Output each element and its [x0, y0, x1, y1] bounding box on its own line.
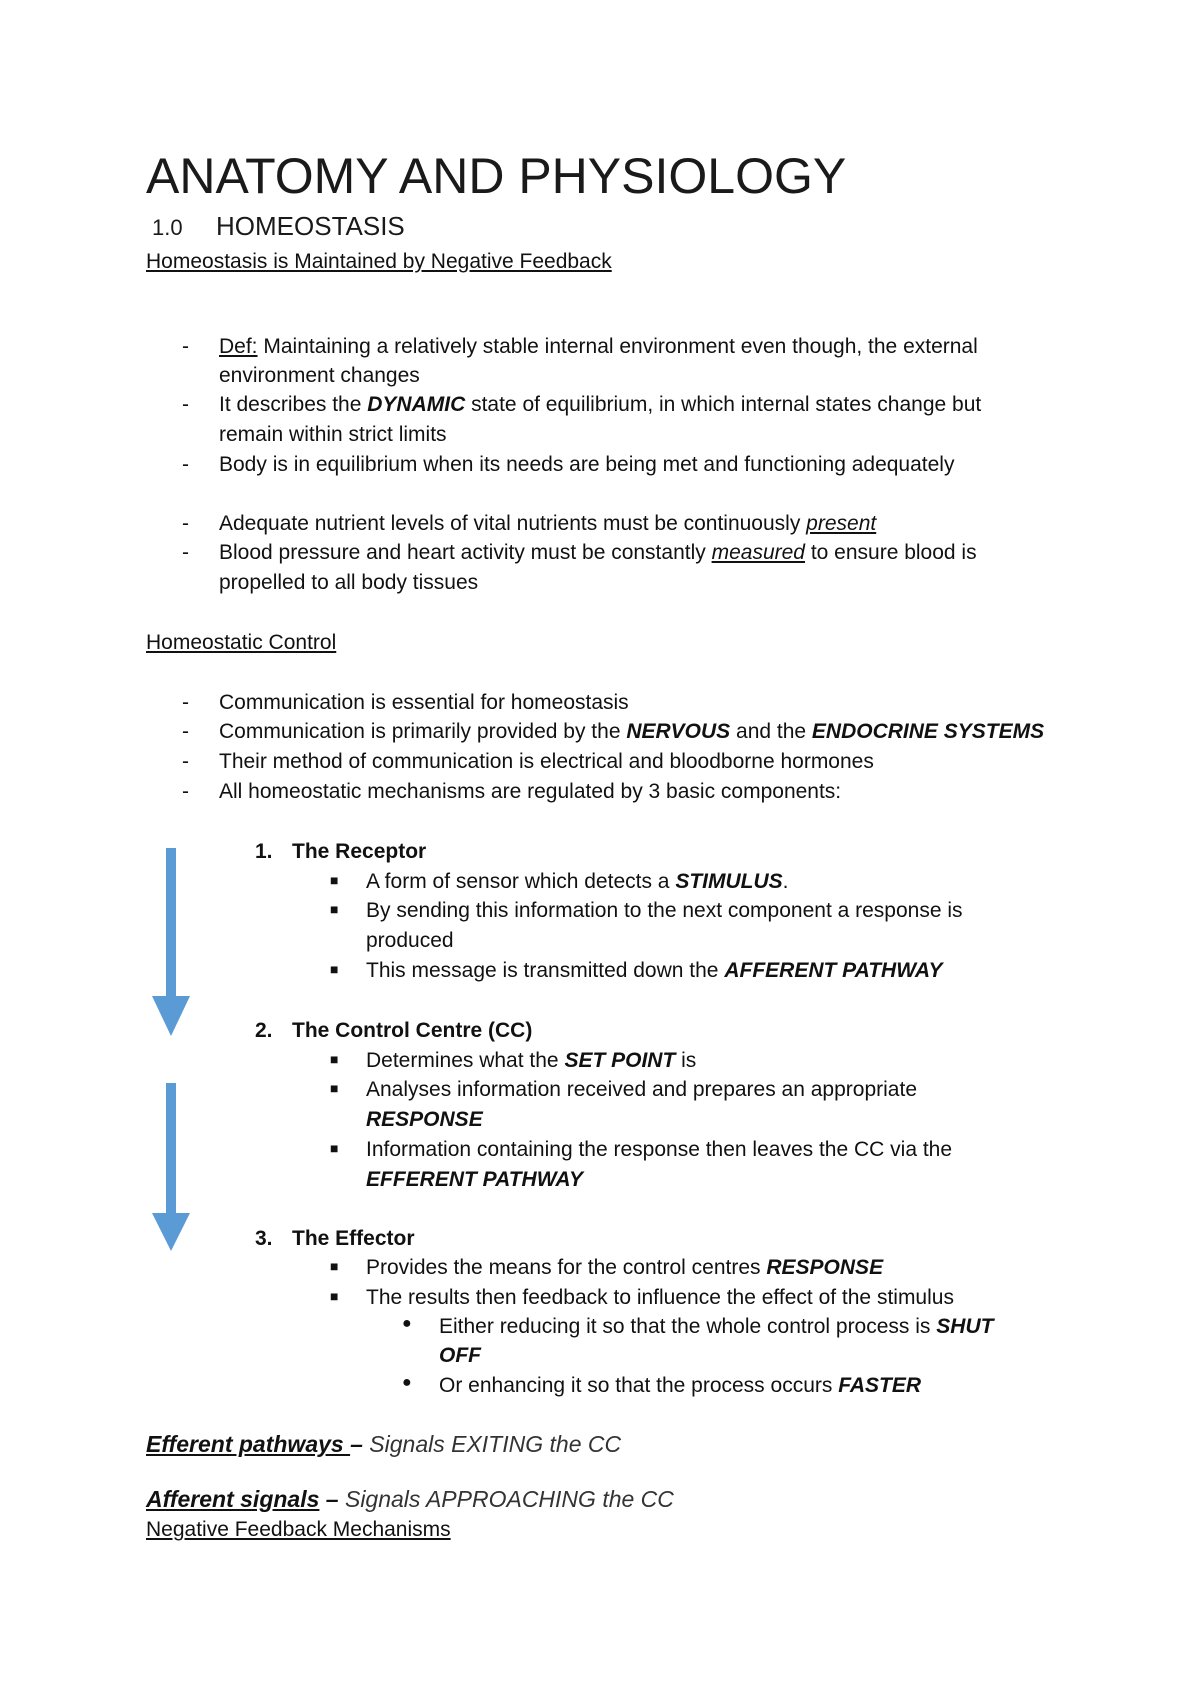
heading-negative-feedback: Homeostasis is Maintained by Negative Feedback	[146, 250, 612, 273]
definition-afferent	[146, 1486, 674, 1513]
list-item-nutrients	[219, 512, 876, 536]
sub-item	[366, 1049, 696, 1073]
sub-item: The results then feedback to influence the effect of the stimulus	[366, 1286, 954, 1309]
text: It describes the	[219, 393, 368, 416]
sub-item-continuation: produced	[366, 929, 454, 952]
list-dash: -	[182, 453, 189, 476]
list-dash: -	[182, 691, 189, 714]
emphasis: measured	[711, 541, 805, 564]
round-bullet: ●	[402, 1315, 412, 1332]
component-title-effector: The Effector	[292, 1227, 415, 1250]
list-item-continuation: propelled to all body tissues	[219, 571, 479, 594]
list-item-method: Their method of communication is electrical and bloodborne hormones	[219, 750, 874, 773]
square-bullet: ■	[330, 1080, 339, 1096]
emphasis: AFFERENT PATHWAY	[724, 959, 943, 982]
component-title-control-centre: The Control Centre (CC)	[292, 1019, 533, 1042]
list-dash: -	[182, 512, 189, 535]
component-number: 3.	[255, 1227, 273, 1250]
term: Efferent pathways	[146, 1431, 351, 1457]
list-dash: -	[182, 541, 189, 564]
sub-item: By sending this information to the next component a response is	[366, 899, 963, 922]
list-item-systems	[219, 720, 1044, 744]
sub-sub-item-continuation: OFF	[439, 1344, 481, 1367]
sub-item	[366, 959, 942, 983]
emphasis: present	[806, 512, 877, 535]
arrow-head	[152, 996, 190, 1036]
square-bullet: ■	[330, 1051, 339, 1067]
list-dash: -	[182, 780, 189, 803]
section-heading	[152, 210, 405, 244]
square-bullet: ■	[330, 1258, 339, 1274]
heading-homeostatic-control: Homeostatic Control	[146, 631, 337, 654]
text: This message is transmitted down the	[366, 959, 725, 982]
text: Adequate nutrient levels of vital nutrients must be continuously	[219, 512, 807, 535]
list-item-dynamic	[219, 393, 981, 417]
list-item-components: All homeostatic mechanisms are regulated by 3 basic components:	[219, 780, 842, 803]
definition-label: Def:	[219, 335, 258, 358]
document-title: ANATOMY AND PHYSIOLOGY	[146, 148, 847, 204]
square-bullet: ■	[330, 901, 339, 917]
down-arrow-icon	[150, 848, 194, 1038]
separator: –	[319, 1486, 339, 1512]
sub-item	[366, 1256, 883, 1280]
emphasis: SHUT	[936, 1315, 994, 1338]
text: and the	[730, 720, 812, 743]
list-item-continuation: remain within strict limits	[219, 423, 447, 446]
sub-item	[366, 870, 788, 894]
section-number: 1.0	[152, 215, 183, 240]
square-bullet: ■	[330, 961, 339, 977]
description: Signals EXITING the CC	[362, 1431, 622, 1457]
emphasis: SET POINT	[564, 1049, 676, 1072]
sub-sub-item	[439, 1374, 921, 1398]
definition-efferent	[146, 1431, 621, 1458]
list-item-definition	[219, 335, 978, 359]
square-bullet: ■	[330, 1140, 339, 1156]
sub-item: Information containing the response then leaves the CC via the	[366, 1138, 953, 1161]
arrow-head	[152, 1213, 190, 1251]
square-bullet: ■	[330, 1288, 339, 1304]
list-item-continuation: environment changes	[219, 364, 420, 387]
list-dash: -	[182, 335, 189, 358]
round-bullet: ●	[402, 1374, 412, 1391]
separator: –	[350, 1431, 363, 1457]
text: Blood pressure and heart activity must be constantly	[219, 541, 712, 564]
text: Determines what the	[366, 1049, 565, 1072]
emphasis: RESPONSE	[766, 1256, 884, 1279]
text: state of equilibrium, in which internal states change but	[465, 393, 982, 416]
definition-text: Maintaining a relatively stable internal environment even though, the external	[257, 335, 978, 358]
text: Or enhancing it so that the process occurs	[439, 1374, 839, 1397]
term: Afferent signals	[146, 1486, 320, 1512]
component-title-receptor: The Receptor	[292, 840, 427, 863]
emphasis: NERVOUS	[626, 720, 731, 743]
sub-item-continuation: EFFERENT PATHWAY	[366, 1168, 583, 1191]
arrow-shaft	[166, 848, 176, 998]
component-number: 2.	[255, 1019, 273, 1042]
square-bullet: ■	[330, 872, 339, 888]
component-number: 1.	[255, 840, 273, 863]
emphasis: FASTER	[838, 1374, 922, 1397]
text: Either reducing it so that the whole control process is	[439, 1315, 937, 1338]
sub-sub-item	[439, 1315, 993, 1339]
text: Communication is primarily provided by the	[219, 720, 627, 743]
list-item-blood-pressure	[219, 541, 977, 565]
text: .	[782, 870, 789, 893]
list-item-communication: Communication is essential for homeostasis	[219, 691, 629, 714]
down-arrow-icon	[150, 1083, 194, 1253]
list-dash: -	[182, 720, 189, 743]
emphasis: ENDOCRINE SYSTEMS	[811, 720, 1045, 743]
text: Provides the means for the control centres	[366, 1256, 767, 1279]
text: A form of sensor which detects a	[366, 870, 676, 893]
section-name: HOMEOSTASIS	[216, 211, 405, 241]
list-item-equilibrium: Body is in equilibrium when its needs are being met and functioning adequately	[219, 453, 955, 476]
heading-negative-feedback-mechanisms: Negative Feedback Mechanisms	[146, 1518, 451, 1541]
sub-item: Analyses information received and prepares an appropriate	[366, 1078, 917, 1101]
emphasis: STIMULUS	[675, 870, 783, 893]
description: Signals APPROACHING the CC	[338, 1486, 674, 1512]
text: is	[675, 1049, 697, 1072]
list-dash: -	[182, 750, 189, 773]
list-dash: -	[182, 393, 189, 416]
text: to ensure blood is	[804, 541, 977, 564]
sub-item-continuation: RESPONSE	[366, 1108, 483, 1131]
arrow-shaft	[166, 1083, 176, 1215]
emphasis: DYNAMIC	[367, 393, 466, 416]
